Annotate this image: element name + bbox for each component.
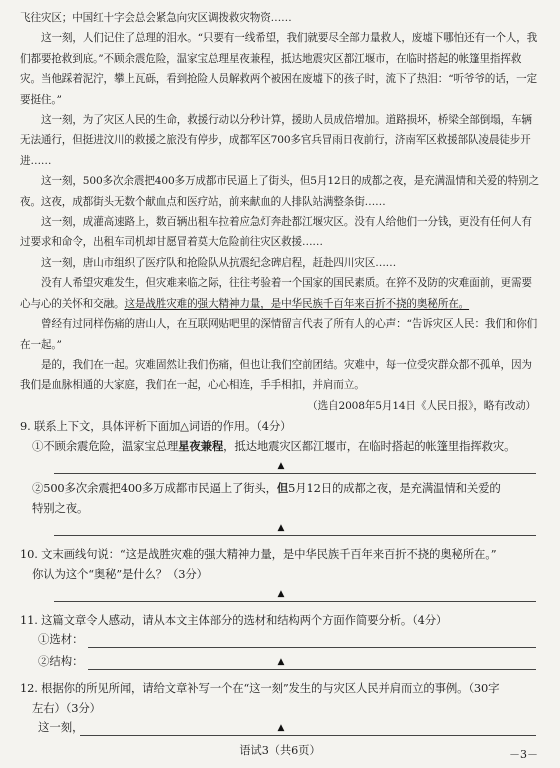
question-stem-cont: 你认为这个“奥秘”是什么？（3分） [32,567,208,582]
marked-word: 但 [276,481,289,496]
passage-text: 没有人希望灾难发生，但灾难来临之际，往往考验着一个国家的国民素质。在猝不及防的灾难面前，更需要心与心的关怀和交融。 [20,277,532,310]
question-item [20,478,542,498]
passage-paragraph: 这一刻，500多次余震把400多万成都市民逼上了街头，但5月12日的成都之夜，是充满温情和关爱的特别之夜。这夜，成都街头无数个献血点和医疗站，前来献血的人排队站满整条街…… [20,175,539,208]
item-text: ，抵达地震灾区都江堰市，在临时搭起的帐篷里指挥救灾。 [223,439,516,454]
passage-paragraph: 这一刻，成灌高速路上，数百辆出租车拉着应急灯奔赴都江堰灾区。没有人给他们一分钱，更没有任何人有过要求和命令，出租车司机却甘愿冒着莫大危险前往灾区救援…… [20,216,532,249]
answer-line [54,473,536,474]
question-11 [20,610,542,674]
answer-triangle-icon: ▲ [277,589,285,600]
answer-area[interactable] [20,584,542,606]
answer-line [80,735,536,736]
passage-paragraph: 飞往灾区；中国红十字会总会紧急向灾区调拨救灾物资…… [20,12,292,24]
question-stem: 12. 根据你的所见所闻，请给文章补写一个在“这一刻”发生的与灾区人民并肩而立的事例。（30字 [20,681,500,696]
item-text: 5月12日的成都之夜，是充满温情和关爱的 [288,481,501,496]
answer-label: ①选材： [38,632,84,647]
answer-area[interactable] [20,518,542,540]
question-stem: 10. 文末画线句说：“这是战胜灾难的强大精神力量，是中华民族千百年来百折不挠的奥秘所在。” [20,547,497,562]
answer-triangle-icon: ▲ [277,523,285,534]
passage-paragraph: 是的，我们在一起。灾难固然让我们伤痛，但也让我们空前团结。灾难中，每一位受灾群众都不孤单，因为我们是血脉相通的大家庭，我们在一起，心心相连，手手相扣，并肩而立。 [20,358,532,392]
answer-triangle-icon: ▲ [277,723,285,734]
passage-paragraph [20,273,542,314]
question-stem: 9. 联系上下文，具体评析下面加△词语的作用。（4分） [20,419,292,434]
answer-triangle-icon: ▲ [277,657,285,668]
answer-area[interactable] [20,718,542,740]
answer-line [54,535,536,536]
passage-paragraph: 这一刻，为了灾区人民的生命，救援行动以分秒计算，援助人员成倍增加。道路损坏，桥梁全部倒塌，车辆无法通行，但挺进汶川的救援之旅没有停步，成都军区700多官兵冒雨日夜前行，济南军区救援部队凌晨徒步开进…… [20,114,532,167]
underlined-sentence: 这是战胜灾难的强大精神力量，是中华民族千百年来百折不挠的奥秘所在。 [124,297,470,310]
question-item-cont: 特别之夜。 [32,501,89,516]
passage-source: （选自2008年5月14日《人民日报》，略有改动） [307,399,536,412]
page-number: －3－ [509,748,538,761]
item-text: ②500多次余震把400多万成都市民逼上了街头， [32,481,277,496]
answer-line [88,669,536,670]
question-stem: 11. 这篇文章令人感动，请从本文主体部分的选材和结构两个方面作简要分析。（4分） [20,613,448,628]
answer-line [54,601,536,602]
passage-paragraph: 这一刻，唐山市组织了医疗队和抢险队从抗震纪念碑启程，赶赴四川灾区…… [41,256,397,269]
marked-word: 星夜兼程 [178,439,224,454]
page-footer: 语试3（共6页） [239,744,321,757]
answer-line [88,647,536,648]
passage-paragraph: 这一刻，人们记住了总理的泪水。“只要有一线希望，我们就要尽全部力量救人，废墟下哪怕还有一个人，我们都要抢救到底。”不顾余震危险，温家宝总理星夜兼程，抵达地震灾区都江堰市，在临时搭起的帐篷里指挥救灾。当他踩着泥泞，攀上瓦砾，看到抢险人员解救两个被困在废墟下的孩子时，流下了热泪：“听爷爷的话，一定要挺住。” [20,32,538,106]
item-text: ①不顾余震危险，温家宝总理 [32,439,179,454]
question-9 [20,416,542,540]
question-12 [20,678,542,740]
question-10 [20,544,542,606]
answer-area-material[interactable] [20,630,542,652]
answer-label: 这一刻， [38,720,84,735]
question-stem-cont: 左右）（3分） [32,701,101,716]
reading-passage [20,8,542,416]
answer-label: ②结构： [38,654,84,669]
question-item [20,436,542,456]
answer-triangle-icon: ▲ [277,461,285,472]
answer-area[interactable] [20,456,542,478]
passage-paragraph: 曾经有过同样伤痛的唐山人，在互联网贴吧里的深情留言代表了所有人的心声：“告诉灾区人民：我们和你们在一起。” [20,318,538,351]
answer-area-structure[interactable] [20,652,542,674]
